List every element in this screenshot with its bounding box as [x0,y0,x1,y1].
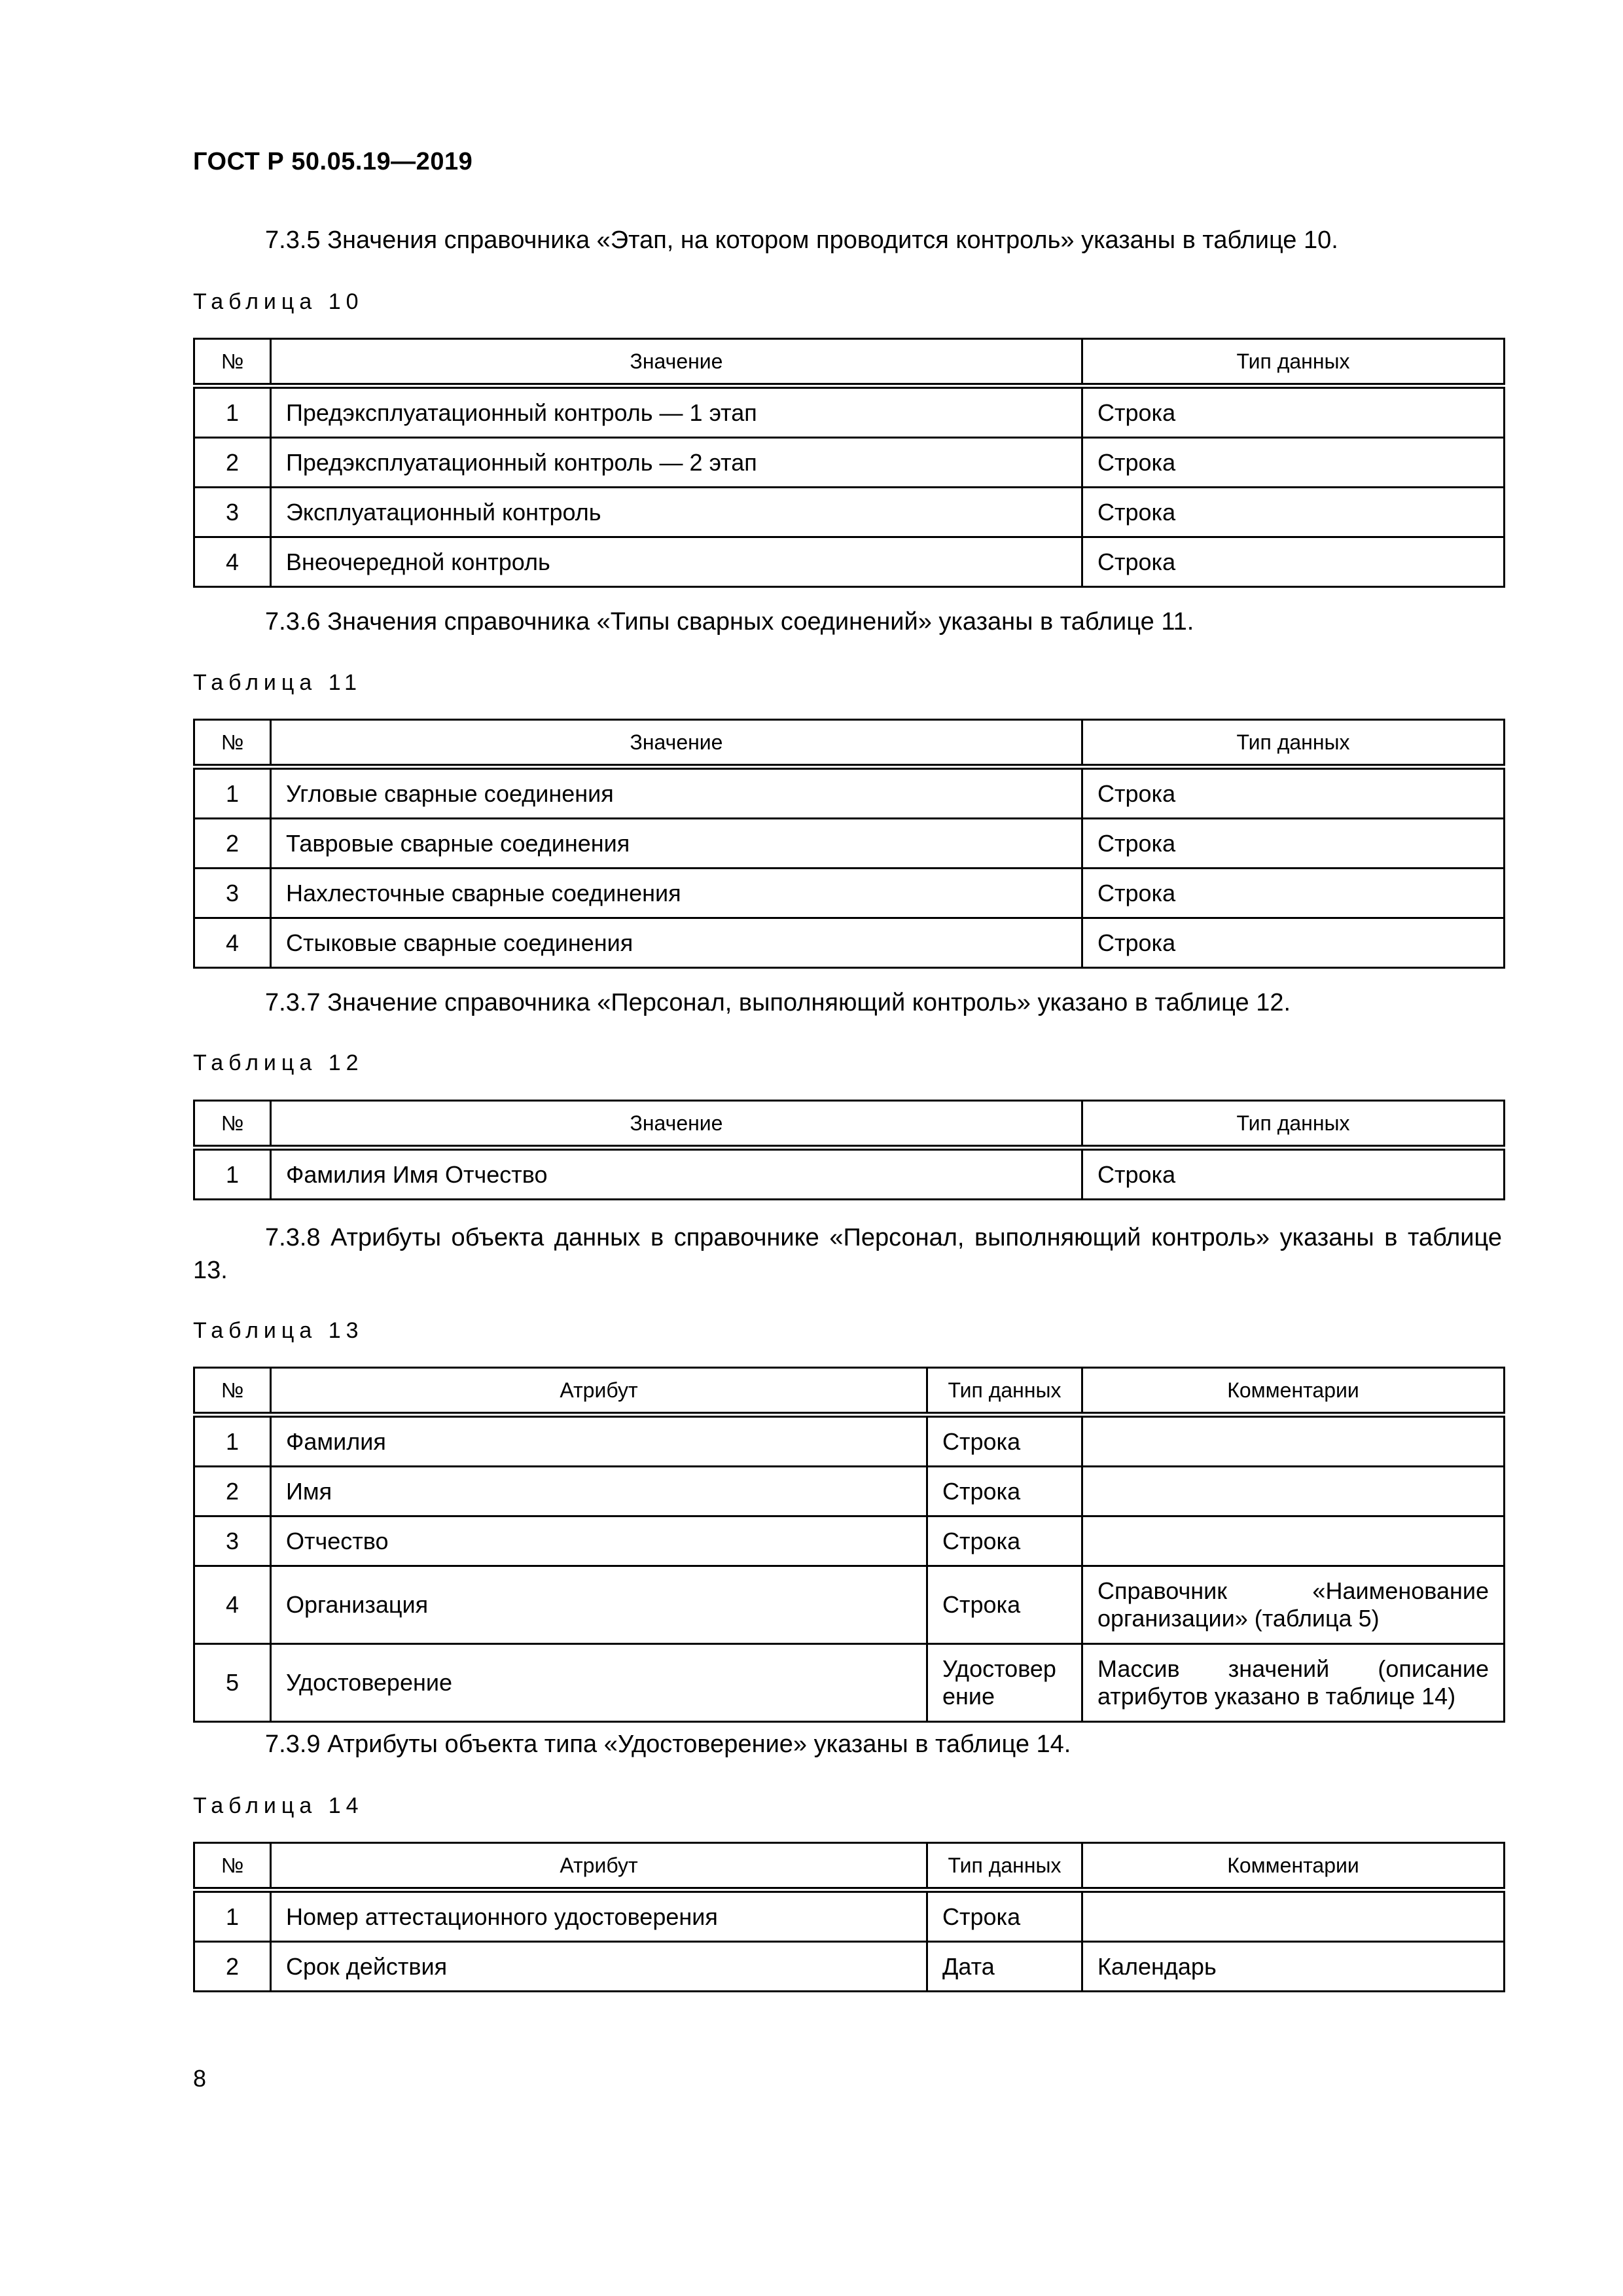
cell-number: 3 [194,869,271,918]
col-header-number: № [194,1843,271,1890]
col-header-number: № [194,1368,271,1415]
table-row [194,869,1505,918]
table-14 [193,1842,1505,1992]
paragraph-7-3-9: 7.3.9 Атрибуты объекта типа «Удостоверение» указаны в таблице 14. [265,1731,1071,1758]
table-13 [193,1367,1505,1723]
cell-datatype: Строка [927,1890,1082,1942]
cell-datatype: Строка [1082,918,1505,968]
cell-comment: Массив значений (описание атрибутов указано в таблице 14) [1082,1644,1505,1722]
col-header-number: № [194,720,271,767]
table-row [194,1942,1505,1992]
cell-number: 2 [194,438,271,488]
cell-value: Фамилия Имя Отчество [271,1148,1082,1200]
cell-number: 1 [194,386,271,438]
col-header-datatype: Тип данных [1082,339,1505,386]
cell-attribute: Организация [271,1566,927,1644]
table-11 [193,719,1505,969]
cell-value: Стыковые сварные соединения [271,918,1082,968]
table-header-row [194,1368,1505,1415]
cell-number: 5 [194,1644,271,1722]
table-row [194,767,1505,819]
cell-number: 4 [194,1566,271,1644]
cell-number: 3 [194,1516,271,1566]
cell-number: 2 [194,1942,271,1992]
cell-number: 1 [194,767,271,819]
cell-comment: Календарь [1082,1942,1505,1992]
table-row [194,918,1505,968]
cell-number: 4 [194,537,271,587]
col-header-datatype: Тип данных [927,1843,1082,1890]
cell-value: Предэксплуатационный контроль — 2 этап [271,438,1082,488]
col-header-datatype: Тип данных [1082,1101,1505,1148]
cell-value: Внеочередной контроль [271,537,1082,587]
cell-comment [1082,1415,1505,1467]
cell-datatype: Строка [927,1467,1082,1516]
col-header-attribute: Атрибут [271,1368,927,1415]
cell-value: Угловые сварные соединения [271,767,1082,819]
table-header-row [194,1843,1505,1890]
table-row [194,537,1505,587]
cell-datatype: Строка [1082,488,1505,537]
paragraph-7-3-6: 7.3.6 Значения справочника «Типы сварных соединений» указаны в таблице 11. [265,608,1194,636]
col-header-value: Значение [271,720,1082,767]
cell-number: 1 [194,1415,271,1467]
cell-value: Эксплуатационный контроль [271,488,1082,537]
cell-datatype: Строка [1082,386,1505,438]
cell-datatype: Строка [927,1415,1082,1467]
table-row [194,1148,1505,1200]
table-header-row [194,1101,1505,1148]
cell-value: Тавровые сварные соединения [271,819,1082,869]
page-number: 8 [193,2065,207,2092]
table-header-row [194,720,1505,767]
table-row [194,386,1505,438]
cell-number: 4 [194,918,271,968]
cell-datatype: Удостоверение [927,1644,1082,1722]
col-header-datatype: Тип данных [1082,720,1505,767]
col-header-comments: Комментарии [1082,1843,1505,1890]
cell-comment: Справочник «Наименование организации» (таблица 5) [1082,1566,1505,1644]
cell-attribute: Номер аттестационного удостоверения [271,1890,927,1942]
cell-comment [1082,1516,1505,1566]
cell-datatype: Строка [1082,1148,1505,1200]
col-header-number: № [194,339,271,386]
table-10-caption: Таблица 10 [193,289,364,314]
cell-datatype: Строка [1082,819,1505,869]
cell-datatype: Строка [1082,767,1505,819]
cell-attribute: Фамилия [271,1415,927,1467]
paragraph-7-3-5: 7.3.5 Значения справочника «Этап, на котором проводится контроль» указаны в таблице 10. [265,226,1338,254]
table-row [194,1890,1505,1942]
table-10 [193,338,1505,588]
table-row [194,1516,1505,1566]
cell-datatype: Строка [1082,537,1505,587]
cell-comment [1082,1890,1505,1942]
cell-comment [1082,1467,1505,1516]
table-row [194,1467,1505,1516]
col-header-attribute: Атрибут [271,1843,927,1890]
cell-attribute: Отчество [271,1516,927,1566]
cell-datatype: Строка [1082,438,1505,488]
cell-number: 1 [194,1890,271,1942]
cell-number: 2 [194,819,271,869]
document-code: ГОСТ Р 50.05.19—2019 [193,148,473,175]
table-11-caption: Таблица 11 [193,670,363,695]
table-row [194,438,1505,488]
cell-number: 1 [194,1148,271,1200]
table-row [194,488,1505,537]
col-header-value: Значение [271,1101,1082,1148]
cell-number: 2 [194,1467,271,1516]
table-row [194,819,1505,869]
col-header-value: Значение [271,339,1082,386]
table-header-row [194,339,1505,386]
cell-attribute: Удостоверение [271,1644,927,1722]
col-header-number: № [194,1101,271,1148]
cell-value: Нахлесточные сварные соединения [271,869,1082,918]
cell-attribute: Имя [271,1467,927,1516]
cell-value: Предэксплуатационный контроль — 1 этап [271,386,1082,438]
cell-attribute: Срок действия [271,1942,927,1992]
paragraph-7-3-7: 7.3.7 Значение справочника «Персонал, выполняющий контроль» указано в таблице 12. [265,989,1291,1016]
cell-number: 3 [194,488,271,537]
table-row [194,1566,1505,1644]
col-header-comments: Комментарии [1082,1368,1505,1415]
cell-datatype: Строка [1082,869,1505,918]
table-13-caption: Таблица 13 [193,1318,364,1343]
cell-datatype: Строка [927,1566,1082,1644]
table-14-caption: Таблица 14 [193,1793,364,1818]
table-row [194,1644,1505,1722]
paragraph-7-3-8: 7.3.8 Атрибуты объекта данных в справочнике «Персонал, выполняющий контроль» указаны в таблице 13. [193,1224,1502,1284]
cell-datatype: Дата [927,1942,1082,1992]
table-12 [193,1100,1505,1200]
table-row [194,1415,1505,1467]
cell-datatype: Строка [927,1516,1082,1566]
col-header-datatype: Тип данных [927,1368,1082,1415]
table-12-caption: Таблица 12 [193,1050,364,1075]
